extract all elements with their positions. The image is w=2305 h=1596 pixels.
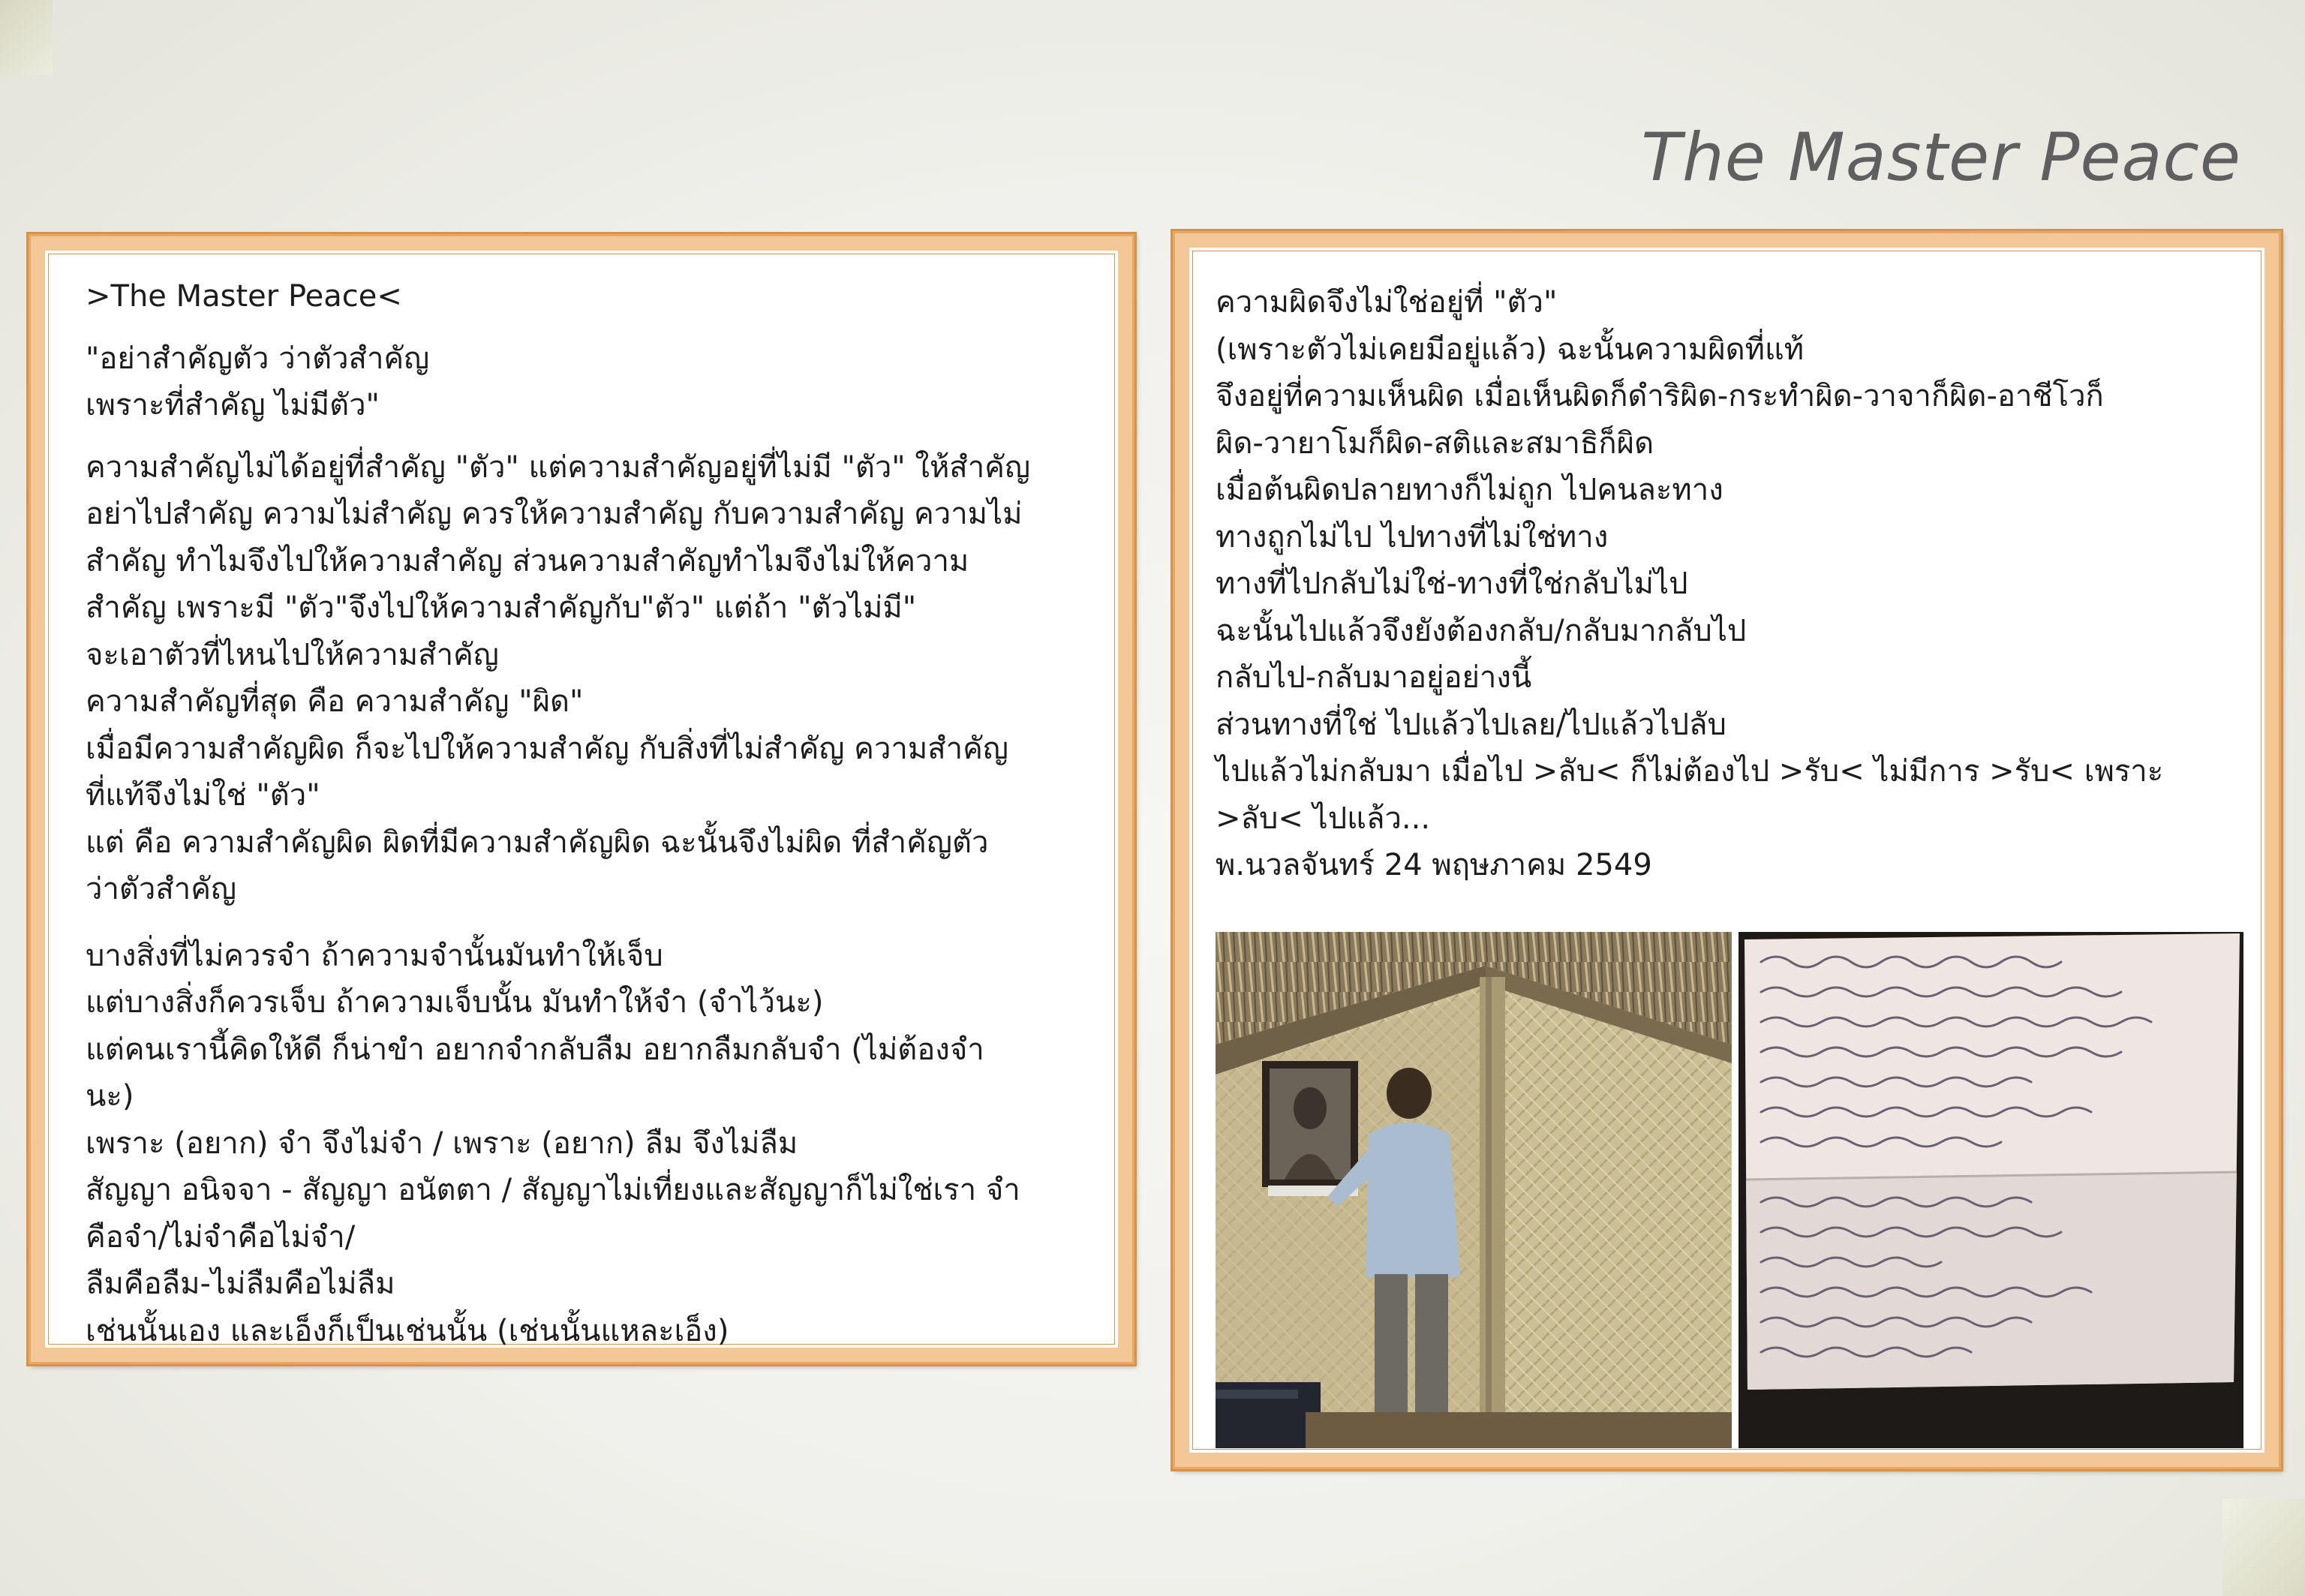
left-line-13: ว่าตัวสำคัญ	[86, 872, 237, 906]
left-line-10: เมื่อมีความสำคัญผิด ก็จะไปให้ความสำคัญ กับสิ่งที่ไม่สำคัญ ความสำคัญ	[86, 731, 1008, 766]
left-line-21: ลืมคือลืม-ไม่ลืมคือไม่ลืม	[86, 1267, 395, 1301]
right-line-7: ทางที่ไปกลับไม่ใช่-ทางที่ใช่กลับไม่ไป	[1216, 567, 1688, 601]
left-line-11: ที่แท้จึงไม่ใช่ "ตัว"	[86, 778, 320, 813]
left-line-14: บางสิ่งที่ไม่ควรจำ ถ้าความจำนั้นมันทำให้เจ็บ	[86, 938, 663, 973]
right-line-1: ความผิดจึงไม่ใช่อยู่ที่ "ตัว"	[1216, 285, 1558, 320]
right-line-3: จึงอยู่ที่ความเห็นผิด เมื่อเห็นผิดก็ดำริผิด-กระทำผิด-วาจาก็ผิด-อาชีโวก็	[1216, 379, 2104, 413]
right-text-panel	[1173, 231, 2281, 1469]
left-line-8: จะเอาตัวที่ไหนไปให้ความสำคัญ	[86, 637, 499, 672]
left-line-1: >The Master Peace<	[86, 279, 402, 314]
hut-photo	[1216, 932, 1732, 1448]
left-line-15: แต่บางสิ่งก็ควรเจ็บ ถ้าความเจ็บนั้น มันทำให้จำ (จำไว้นะ)	[86, 985, 824, 1020]
left-line-19: สัญญา อนิจจา - สัญญา อนัตตา / สัญญาไม่เที่ยงและสัญญาก็ไม่ใช่เรา จำ	[86, 1173, 1020, 1207]
right-line-5: เมื่อต้นผิดปลายทางก็ไม่ถูก ไปคนละทาง	[1216, 473, 1723, 507]
left-panel-text	[86, 273, 1030, 1354]
right-line-9: กลับไป-กลับมาอยู่อย่างนี้	[1216, 660, 1532, 695]
left-line-17: นะ)	[86, 1079, 134, 1114]
left-line-16: แต่คนเรานี้คิดให้ดี ก็น่าขำ อยากจำกลับลืม อยากลืมกลับจำ (ไม่ต้องจำ	[86, 1032, 984, 1067]
left-line-2: "อย่าสำคัญตัว ว่าตัวสำคัญ	[86, 341, 430, 376]
right-line-13: พ.นวลจันทร์ 24 พฤษภาคม 2549	[1216, 848, 1652, 882]
right-line-12: >ลับ< ไปแล้ว...	[1216, 801, 1431, 836]
left-line-7: สำคัญ เพราะมี "ตัว"จึงไปให้ความสำคัญกับ"ตัว" แต่ถ้า "ตัวไม่มี"	[86, 591, 917, 625]
right-line-2: (เพราะตัวไม่เคยมีอยู่แล้ว) ฉะนั้นความผิดที่แท้	[1216, 332, 1805, 367]
left-line-5: อย่าไปสำคัญ ความไม่สำคัญ ควรให้ความสำคัญ กับความสำคัญ ความไม่	[86, 497, 1023, 531]
handwritten-note-photo	[1739, 932, 2243, 1448]
left-line-9: ความสำคัญที่สุด คือ ความสำคัญ "ผิด"	[86, 684, 584, 719]
left-line-22: เช่นนั้นเอง และเอ็งก็เป็นเช่นนั้น (เช่นนั้นแหละเอ็ง)	[86, 1313, 729, 1348]
right-panel-text	[1216, 279, 2163, 889]
left-line-18: เพราะ (อยาก) จำ จึงไม่จำ / เพราะ (อยาก) ลืม จึงไม่ลืม	[86, 1126, 798, 1161]
right-line-6: ทางถูกไม่ไป ไปทางที่ไม่ใช่ทาง	[1216, 519, 1609, 555]
left-line-3: เพราะที่สำคัญ ไม่มีตัว"	[86, 388, 380, 422]
right-line-11: ไปแล้วไม่กลับมา เมื่อไป >ลับ< ก็ไม่ต้องไป >รับ< ไม่มีการ >รับ< เพราะ	[1216, 754, 2164, 789]
right-line-4: ผิด-วายาโมก็ผิด-สติและสมาธิก็ผิด	[1216, 425, 1654, 461]
slide-title: The Master Peace	[1641, 119, 2241, 196]
slide-corner-decoration-bottom-right	[2222, 1498, 2305, 1596]
slide-corner-decoration-top-left	[0, 0, 53, 75]
left-line-4: ความสำคัญไม่ได้อยู่ที่สำคัญ "ตัว" แต่ความสำคัญอยู่ที่ไม่มี "ตัว" ให้สำคัญ	[86, 449, 1031, 485]
right-line-8: ฉะนั้นไปแล้วจึงยังต้องกลับ/กลับมากลับไป	[1216, 613, 1747, 648]
left-text-panel	[29, 234, 1134, 1364]
left-line-6: สำคัญ ทำไมจึงไปให้ความสำคัญ ส่วนความสำคัญทำไมจึงไม่ให้ความ	[86, 543, 969, 579]
left-line-20: คือจำ/ไม่จำคือไม่จำ/	[86, 1219, 356, 1255]
right-line-10: ส่วนทางที่ใช่ ไปแล้วไปเลย/ไปแล้วไปลับ	[1216, 707, 1726, 742]
left-line-12: แต่ คือ ความสำคัญผิด ผิดที่มีความสำคัญผิด ฉะนั้นจึงไม่ผิด ที่สำคัญตัว	[86, 825, 989, 860]
